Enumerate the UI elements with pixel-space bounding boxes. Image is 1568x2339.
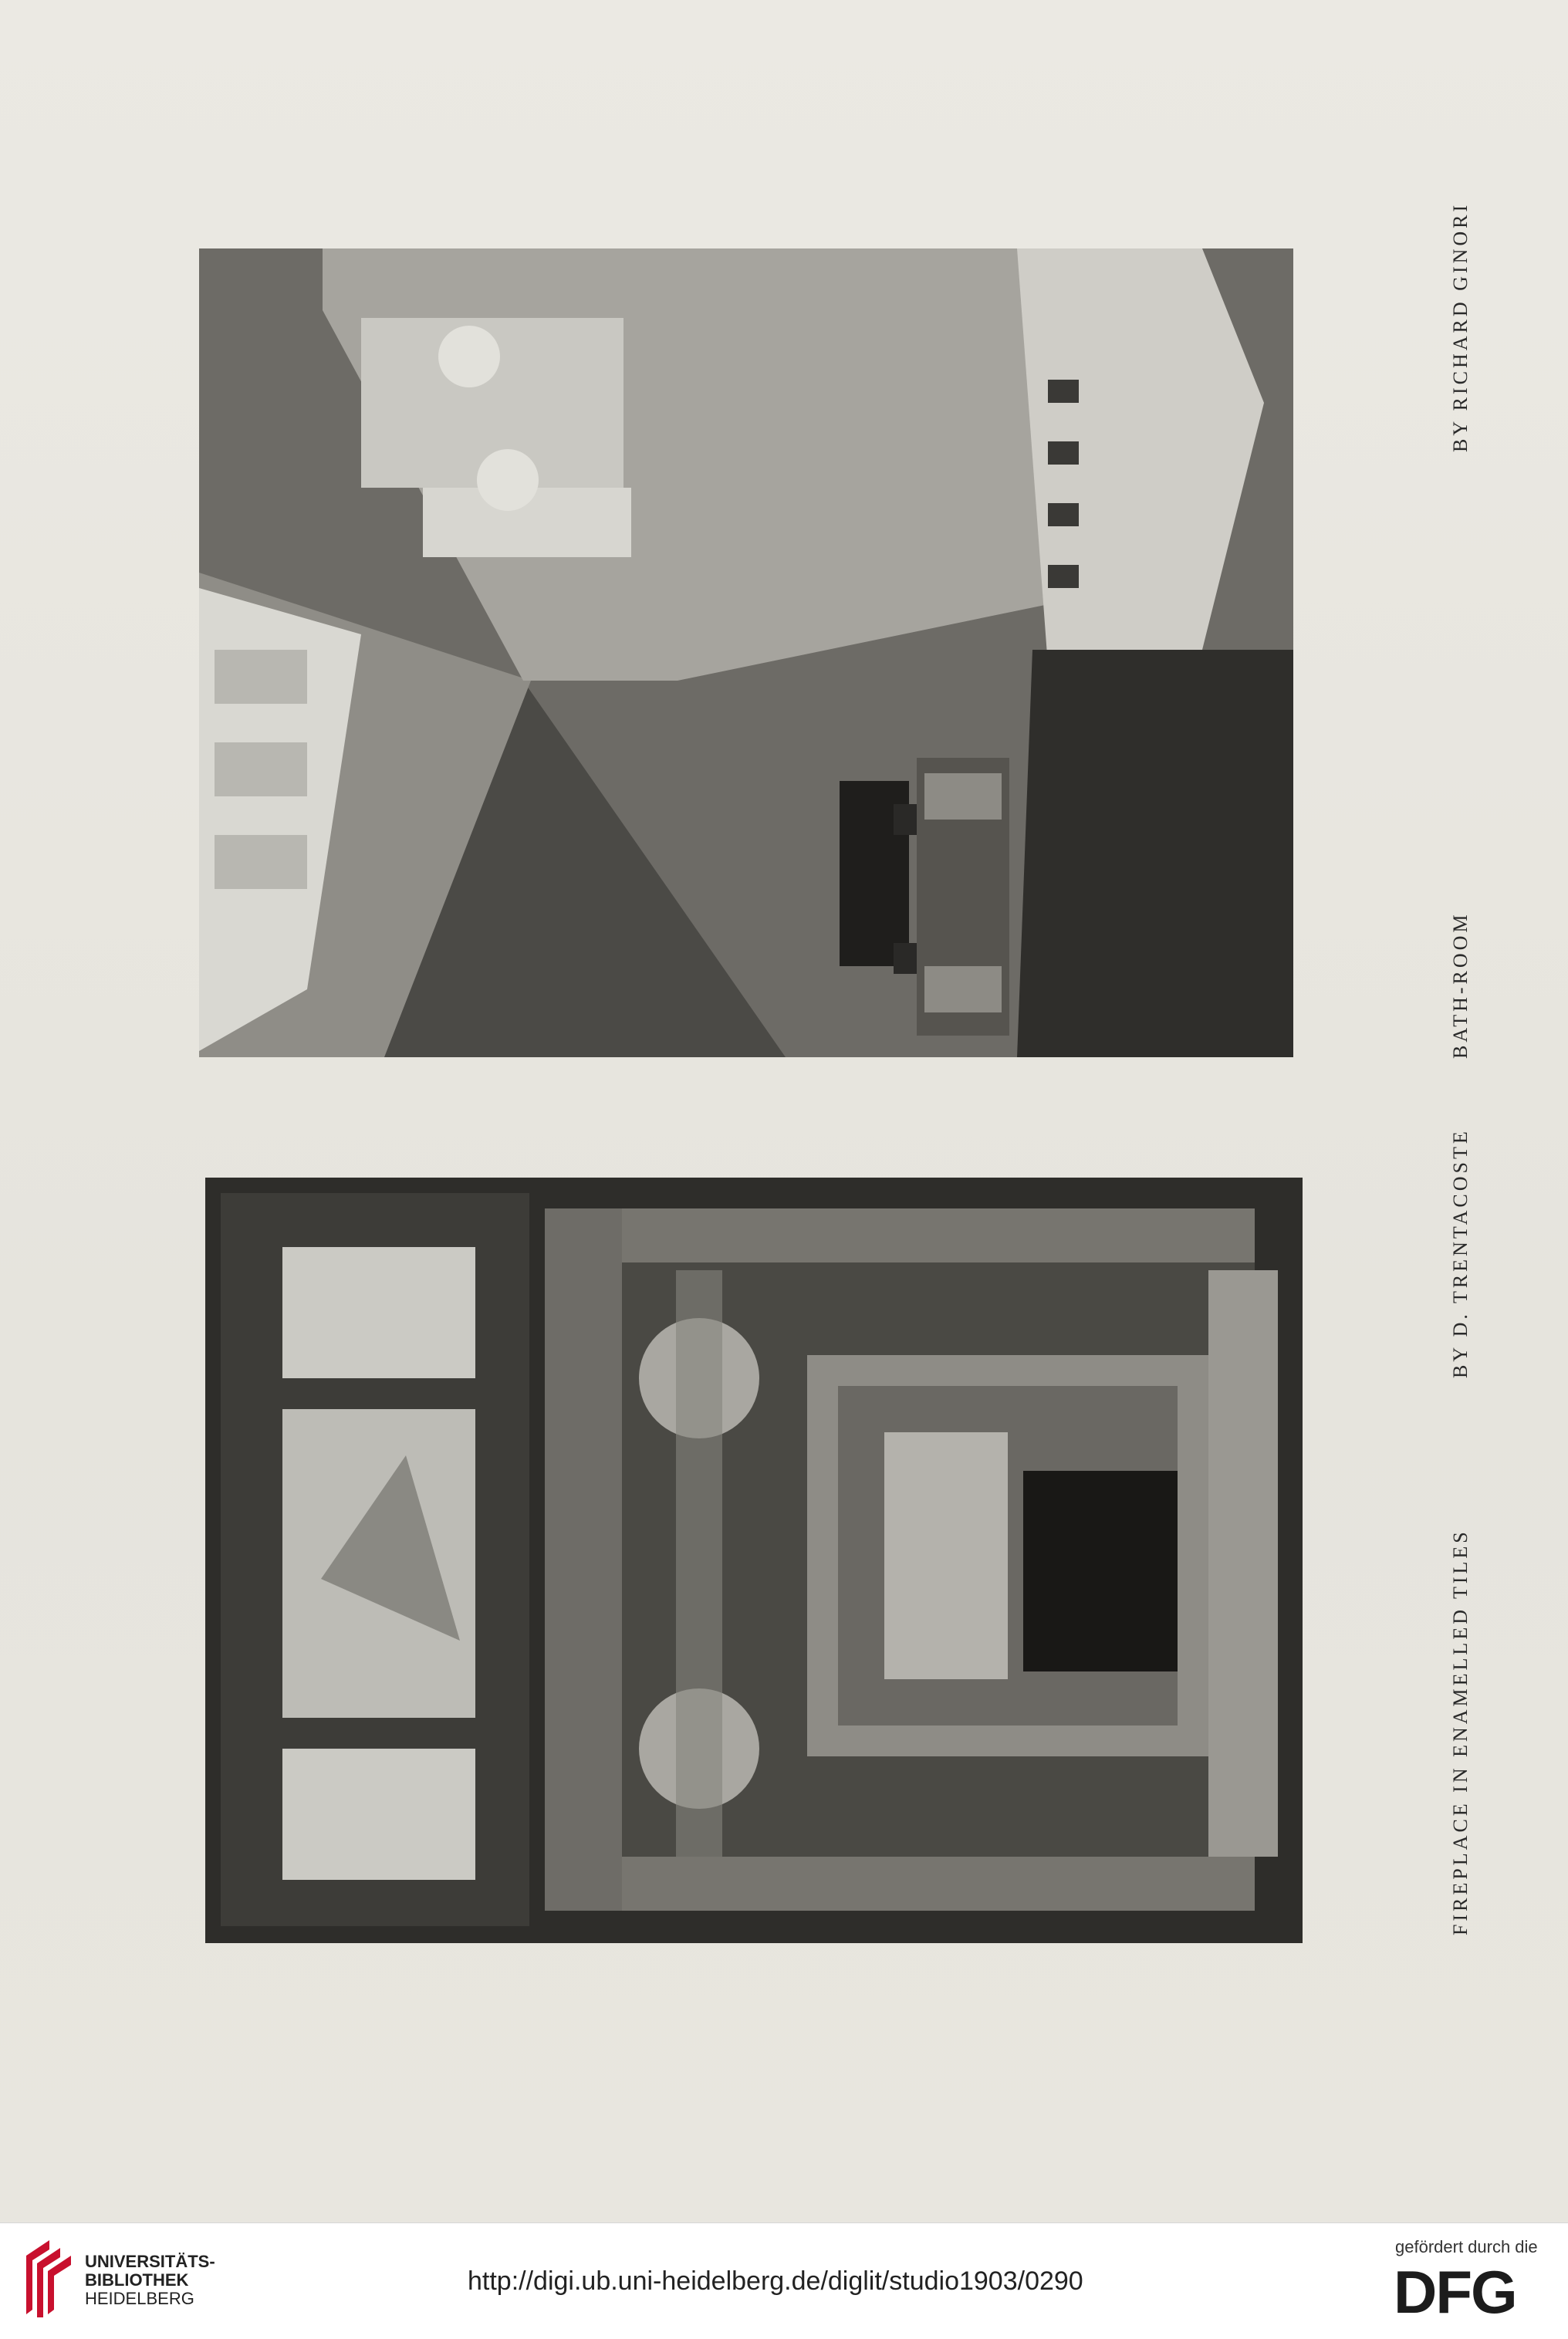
caption-fireplace-in-enamelled-tiles: FIREPLACE IN ENAMELLED TILES <box>1449 1529 1472 1935</box>
library-name-line2: BIBLIOTHEK <box>85 2270 189 2290</box>
bath-room-image <box>199 248 1293 1057</box>
caption-by-richard-ginori: BY RICHARD GINORI <box>1449 201 1472 452</box>
funder-label: gefördert durch die <box>1395 2237 1538 2256</box>
library-name <box>85 2253 215 2308</box>
digitization-footer <box>0 2222 1568 2339</box>
library-name-line1: UNIVERSITÄTS- <box>85 2252 215 2271</box>
university-library-logo-icon[interactable] <box>19 2240 73 2317</box>
bath-room-photo <box>199 248 1293 1057</box>
caption-bath-room: BATH-ROOM <box>1449 911 1472 1059</box>
fireplace-photo <box>205 1178 1303 1943</box>
permalink-url[interactable]: http://digi.ub.uni-heidelberg.de/diglit/studio1903/0290 <box>468 2266 1083 2296</box>
fireplace-image <box>205 1178 1303 1943</box>
dfg-logo[interactable]: DFG <box>1394 2258 1516 2326</box>
library-name-line3: HEIDELBERG <box>85 2289 194 2308</box>
caption-by-d-trentacoste: BY D. TRENTACOSTE <box>1449 1128 1472 1378</box>
